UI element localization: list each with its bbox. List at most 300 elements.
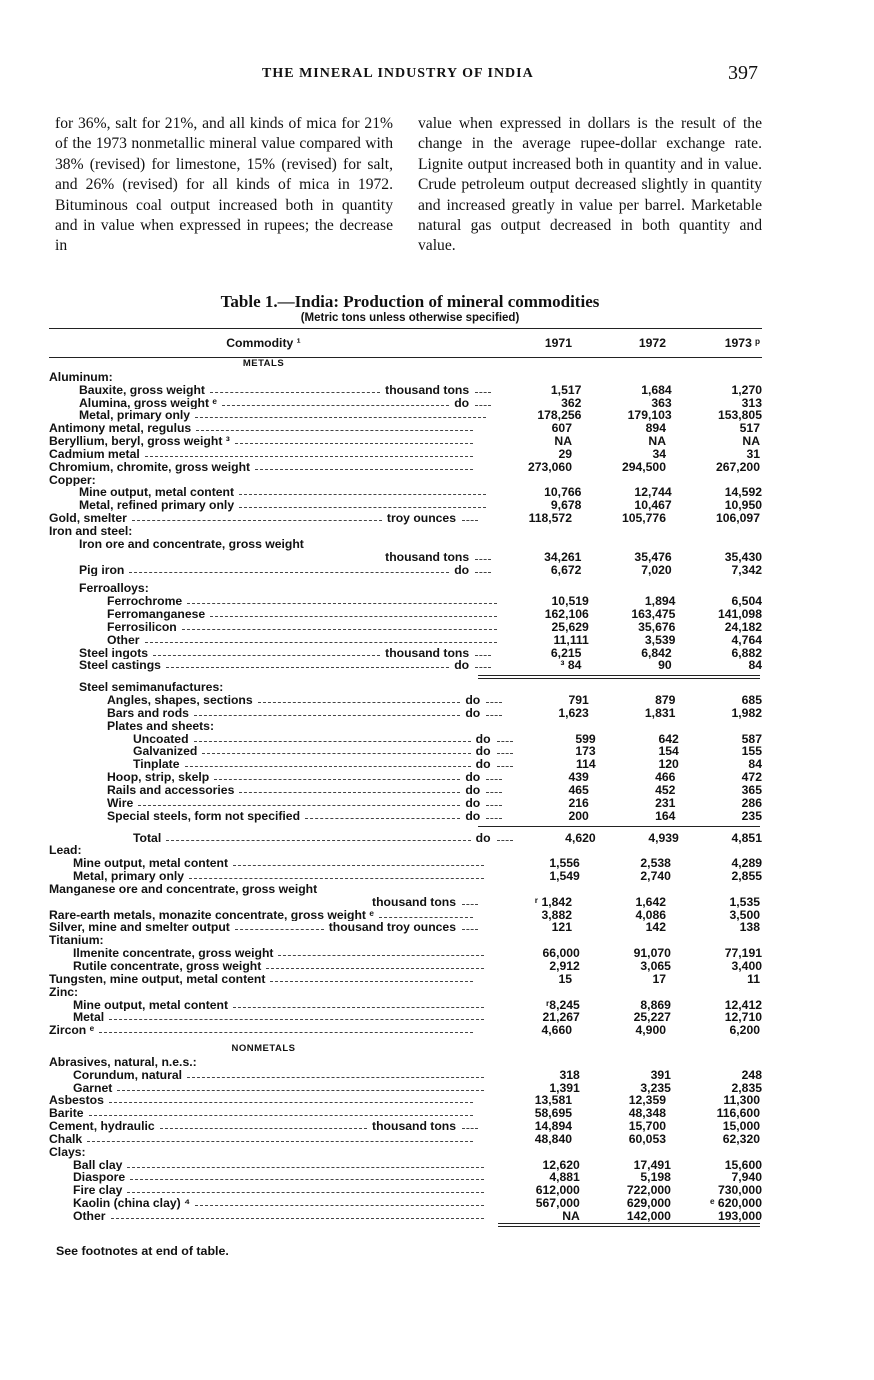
row-label [49,896,478,909]
value-cell: 6,215 [550,645,582,660]
commodity-name: Hoop, strip, skelp [107,771,210,784]
row-label [49,986,478,999]
value-cell [666,371,760,384]
table-subtitle: (Metric tons unless otherwise specified) [300,312,520,324]
commodity-name: Fire clay [73,1184,123,1198]
table-row [49,986,762,999]
value-cell [478,1056,572,1069]
value-cell: 178,256 [537,408,582,423]
value-cell: 14,592 [724,485,762,500]
unit-label: thousand troy ounces [328,921,456,935]
row-label [49,1146,478,1159]
unit-label: do [465,694,481,707]
table-row [49,921,762,934]
commodity-name: Iron and steel: [49,524,133,538]
value-cell: 894 [645,421,666,436]
value-cell: 439 [568,770,589,785]
value-cell: 15,700 [628,1119,666,1134]
value-cell: 25,629 [551,619,589,634]
commodity-name: Zinc: [49,985,79,999]
value-cell: 791 [568,693,589,708]
value-cell: 599 [575,731,596,746]
table-row [49,1133,762,1146]
table-footnote-note: See footnotes at end of table. [56,1244,229,1258]
value-cell: 21,267 [542,1010,580,1025]
value-cell: 3,235 [640,1080,671,1095]
commodity-name: Asbestos [49,1094,104,1108]
commodity-name: Other [107,633,140,647]
value-cell: 2,912 [549,958,580,973]
production-table [49,328,762,1227]
row-label [49,409,491,422]
value-cell: 17 [652,971,666,986]
page-number: 397 [728,62,758,84]
commodity-name: Other [73,1210,106,1223]
commodity-name: Metal, refined primary only [79,499,235,513]
table-body [49,358,762,1223]
value-cell: 1,982 [731,705,762,720]
value-cell: 7,342 [731,562,762,577]
commodity-name: Mine output, metal content [73,998,229,1012]
table-row [49,448,762,461]
value-cell: 730,000 [717,1183,762,1198]
row-label [49,384,491,397]
value-cell: 4,900 [635,1023,666,1038]
row-label [49,551,491,564]
unit-label: do [475,745,491,759]
value-cell: 231 [655,795,676,810]
value-cell: 173 [575,744,596,759]
commodity-name: Wire [107,796,134,810]
table-row [49,461,762,474]
row-label [49,870,489,883]
value-cell [478,986,572,999]
row-label [49,397,491,410]
value-cell: 15,000 [722,1119,760,1134]
commodity-name: Zircon ᵉ [49,1024,95,1038]
row-label [49,857,489,870]
row-label [49,1024,478,1037]
row-label [49,921,478,934]
value-cell: 66,000 [542,946,580,961]
value-cell: 612,000 [535,1183,580,1198]
value-cell: 5,198 [640,1170,671,1185]
value-cell: 4,881 [549,1170,580,1185]
table-bottom-double-rule [49,1223,762,1227]
commodity-name: Manganese ore and concentrate, gross weight [49,882,318,896]
header-year: 1973 ᵖ [724,336,760,350]
commodity-name: Titanium: [49,934,104,948]
value-cell: 1,270 [731,382,762,397]
value-cell [666,1056,760,1069]
value-cell: 11,300 [723,1093,760,1108]
value-cell: 154 [658,744,679,759]
value-cell [572,1146,666,1159]
commodity-name: Kaolin (china clay) ⁴ [73,1197,191,1210]
value-cell: 2,835 [731,1080,762,1095]
value-cell: 318 [559,1067,580,1082]
table-row [49,694,762,707]
value-cell: 25,227 [633,1010,671,1025]
row-label [49,909,478,922]
row-label [49,448,478,461]
row-label [49,1011,489,1024]
value-cell [572,1056,666,1069]
section-label: NONMETALS [231,1043,296,1055]
value-cell: 8,869 [640,997,671,1012]
value-cell: 31 [746,446,760,461]
unit-label: do [475,732,491,746]
commodity-name: Mine output, metal content [73,857,229,871]
value-cell: 138 [739,920,760,935]
value-cell: ᵉ 620,000 [709,1196,762,1211]
value-cell: 629,000 [626,1196,671,1211]
row-label [49,947,489,960]
value-cell: 517 [739,421,760,436]
value-cell: 466 [655,770,676,785]
value-cell [491,538,581,551]
value-cell: 587 [741,731,762,746]
value-cell: 58,695 [534,1106,572,1121]
commodity-name: Corundum, natural [73,1068,183,1082]
value-cell: ³ 84 [560,658,582,673]
table-row [49,1024,762,1037]
value-cell: 4,851 [731,830,762,845]
row-label [49,1184,489,1197]
value-cell: 60,053 [628,1131,666,1146]
value-cell: 10,467 [634,498,672,513]
value-cell: 35,476 [634,549,672,564]
value-cell [502,720,589,733]
row-label [49,634,502,647]
section-label: METALS [242,358,285,369]
table-row [49,512,762,525]
value-cell: 642 [658,731,679,746]
value-cell: 84 [748,757,762,772]
value-cell: 7,020 [641,562,672,577]
value-cell: 879 [655,693,676,708]
value-cell: 35,430 [724,549,762,564]
value-cell: 142,000 [626,1209,671,1223]
table-row [49,896,762,909]
row-label [49,771,502,784]
table-row [49,1056,762,1069]
commodity-name: Tungsten, mine output, metal content [49,972,266,986]
value-cell: 17,491 [633,1157,671,1172]
commodity-name: Steel semimanufactures: [79,681,224,695]
value-cell: ʳ 1,842 [535,894,572,909]
commodity-name: Clays: [49,1145,86,1159]
header-year: 1971 [544,336,572,350]
value-cell [572,883,666,896]
value-cell: 4,660 [541,1023,572,1038]
value-cell: 35,676 [638,619,676,634]
table-row [49,745,762,758]
table-row [49,973,762,986]
value-cell: 6,200 [729,1023,760,1038]
value-cell: 162,106 [544,607,589,622]
commodity-name: Copper: [49,473,96,487]
table-row [49,621,762,634]
table-row [49,371,762,384]
value-cell [672,538,762,551]
row-label [49,832,513,845]
table-row [49,810,762,823]
value-cell [478,525,572,538]
row-label [49,797,502,810]
body-text-right: value when expressed in dollars is the result of the change in the average rupee-dollar exchange rate. Lignite output increased both in quantity and in value. Crude petroleum output decreased slightly in quantity and increased greatly in value per barrel. Marketable natural gas output decreased in both quantity and value. [418,115,762,255]
value-cell: 116,600 [716,1106,760,1121]
value-cell: 2,855 [731,869,762,884]
value-cell: 267,200 [715,459,760,474]
row-label [49,1069,489,1082]
table-row [49,870,762,883]
row-label [49,582,491,595]
row-label [49,784,502,797]
row-label [49,1120,478,1133]
body-text-left: for 36%, salt for 21%, and all kinds of mica for 21% of the 1973 nonmetallic mineral value compared with 38% (revised) for limestone, 15% (revised) for salt, and 26% (revised) for all kinds of mica in 1972. Bituminous coal output increased both in quantity and in value when expressed in rupees; the decrease in [55,115,393,255]
value-cell: 4,764 [731,632,762,647]
table-row [49,1146,762,1159]
commodity-name: Abrasives, natural, n.e.s.: [49,1055,197,1069]
header-commodity: Commodity ¹ [226,336,301,350]
table-row [49,435,762,448]
value-cell: 1,684 [641,382,672,397]
table-row [49,608,762,621]
value-cell: 12,620 [542,1157,580,1172]
value-cell: 1,535 [729,894,760,909]
table-row [49,659,762,672]
table-row [49,784,762,797]
unit-label: do [465,809,481,823]
row-label [49,844,478,857]
value-cell: 105,776 [621,511,666,526]
commodity-name: Plates and sheets: [107,719,215,733]
commodity-name: Iron ore and concentrate, gross weight [79,537,304,551]
table-row [49,634,762,647]
commodity-name: Metal [73,1011,105,1025]
row-label [49,1133,478,1146]
table-row [49,525,762,538]
value-cell: 3,882 [541,907,572,922]
commodity-name: Metal, primary only [73,870,185,883]
row-label [49,621,502,634]
table-row [49,1120,762,1133]
row-label [49,973,478,986]
value-cell: 294,500 [621,459,666,474]
commodity-name: Lead: [49,844,82,858]
value-cell: 248 [741,1067,762,1082]
row-label [49,1107,478,1120]
value-cell: 685 [741,693,762,708]
commodity-name: Tinplate [133,758,180,772]
unit-label: do [454,396,470,410]
unit-label: do [465,771,481,784]
row-label [49,745,513,758]
row-label [49,525,478,538]
value-cell [666,525,760,538]
value-cell: 77,191 [724,946,762,961]
value-cell: 2,538 [640,856,671,871]
value-cell: 313 [741,395,762,410]
unit-label: do [475,831,491,845]
commodity-name: Ball clay [73,1158,123,1172]
value-cell: 48,348 [628,1106,666,1121]
value-cell: 273,060 [527,459,572,474]
value-cell: 472 [741,770,762,785]
commodity-name: Rails and accessories [107,784,235,797]
table-row [49,797,762,810]
row-label [49,564,491,577]
value-cell: 15,600 [724,1157,762,1172]
value-cell [581,538,671,551]
value-cell: 142 [645,920,666,935]
value-cell: ʳ8,245 [546,997,580,1012]
value-cell: 11,111 [553,632,589,647]
value-cell: 362 [561,395,582,410]
commodity-name: Metal, primary only [79,409,191,423]
value-cell: 29 [558,446,572,461]
value-cell: 164 [655,808,676,823]
table-row [49,538,762,551]
value-cell: 4,939 [648,830,679,845]
value-cell: 13,581 [534,1093,572,1108]
value-cell [666,1146,760,1159]
row-label [49,1210,489,1223]
value-cell: 4,289 [731,856,762,871]
commodity-name: Total [133,831,162,845]
value-cell: 62,320 [722,1131,760,1146]
value-cell: 15 [558,971,572,986]
row-label [49,999,489,1012]
value-cell: 465 [568,783,589,797]
value-cell: 391 [650,1067,671,1082]
value-cell: 2,740 [640,869,671,884]
unit-label: thousand tons [385,550,470,564]
table-row [49,733,762,746]
commodity-name: Ferrosilicon [107,620,177,634]
value-cell: 1,391 [549,1080,580,1095]
value-cell: 1,642 [635,894,666,909]
unit-label: thousand tons [372,1120,456,1133]
row-label [49,758,513,771]
commodity-name: Silver, mine and smelter output [49,921,230,935]
table-row [49,384,762,397]
row-label [49,720,502,733]
row-label [49,422,478,435]
value-cell: 1,894 [644,594,676,609]
value-cell [675,720,762,733]
commodity-name: Rare-earth metals, monazite concentrate, gross weight ᵉ [49,908,374,922]
value-cell: 120 [658,757,679,772]
running-title: THE MINERAL INDUSTRY OF INDIA [262,66,534,81]
value-cell: 3,539 [644,632,676,647]
row-label [49,486,491,499]
row-label [49,1159,489,1172]
value-cell: 179,103 [627,408,672,423]
value-cell: 3,500 [729,907,760,922]
value-cell: 12,359 [628,1093,666,1108]
commodity-name: Alumina, gross weight ᵉ [79,396,217,410]
row-label [49,608,502,621]
value-cell: 48,840 [534,1131,572,1146]
commodity-name: Angles, shapes, sections [107,694,253,707]
value-cell: 452 [655,783,676,797]
row-label [49,1171,489,1184]
row-label [49,647,491,660]
value-cell: 118,572 [528,511,572,526]
value-cell [589,720,676,733]
value-cell: 153,805 [717,408,762,423]
value-cell: 163,475 [631,607,676,622]
commodity-name: Pig iron [79,563,125,577]
unit-label: do [454,563,470,577]
value-cell: NA [742,434,760,449]
row-label [49,960,489,973]
table-header-row [49,329,762,358]
value-cell: 90 [658,658,672,673]
unit-label: do [454,659,470,673]
row-label [49,681,491,694]
commodity-name: Antimony metal, regulus [49,422,192,436]
value-cell: 10,766 [544,485,582,500]
value-cell: 12,412 [724,997,762,1012]
value-cell [572,986,666,999]
value-cell [666,883,760,896]
commodity-name: Aluminum: [49,370,113,384]
value-cell [666,986,760,999]
value-cell: 363 [651,395,672,410]
unit-label: thousand tons [372,895,456,909]
value-cell: 11 [747,971,760,986]
value-cell: 10,950 [724,498,762,513]
commodity-name: Bauxite, gross weight [79,383,205,397]
unit-label: do [465,706,481,720]
table-row [49,832,762,845]
commodity-name: Steel ingots [79,646,149,660]
commodity-name: Special steels, form not specified [107,809,301,823]
value-cell: 10,519 [551,594,589,609]
table-row [49,1069,762,1082]
table-row [49,647,762,660]
row-label [49,1094,478,1107]
commodity-name: Mine output, metal content [79,486,235,500]
value-cell: 106,097 [715,511,760,526]
header-year: 1972 [638,336,666,350]
table-row [49,883,762,896]
unit-label: do [465,796,481,810]
value-cell [572,525,666,538]
value-cell: 24,182 [724,619,762,634]
value-cell: 91,070 [633,946,671,961]
value-cell: 14,894 [534,1119,572,1134]
value-cell: 286 [741,795,762,810]
value-cell [572,371,666,384]
value-cell [478,371,572,384]
table-row [49,720,762,733]
value-cell: 193,000 [717,1209,762,1223]
commodity-name: Ferrochrome [107,595,183,609]
value-cell: 114 [576,757,596,772]
value-cell: 12,744 [634,485,672,500]
unit-label: do [465,784,481,797]
value-cell: 12,710 [724,1010,762,1025]
value-cell: NA [554,434,572,449]
row-label [49,1056,478,1069]
value-cell: 4,620 [565,830,596,845]
value-cell: 34,261 [544,549,582,564]
table-row [49,960,762,973]
